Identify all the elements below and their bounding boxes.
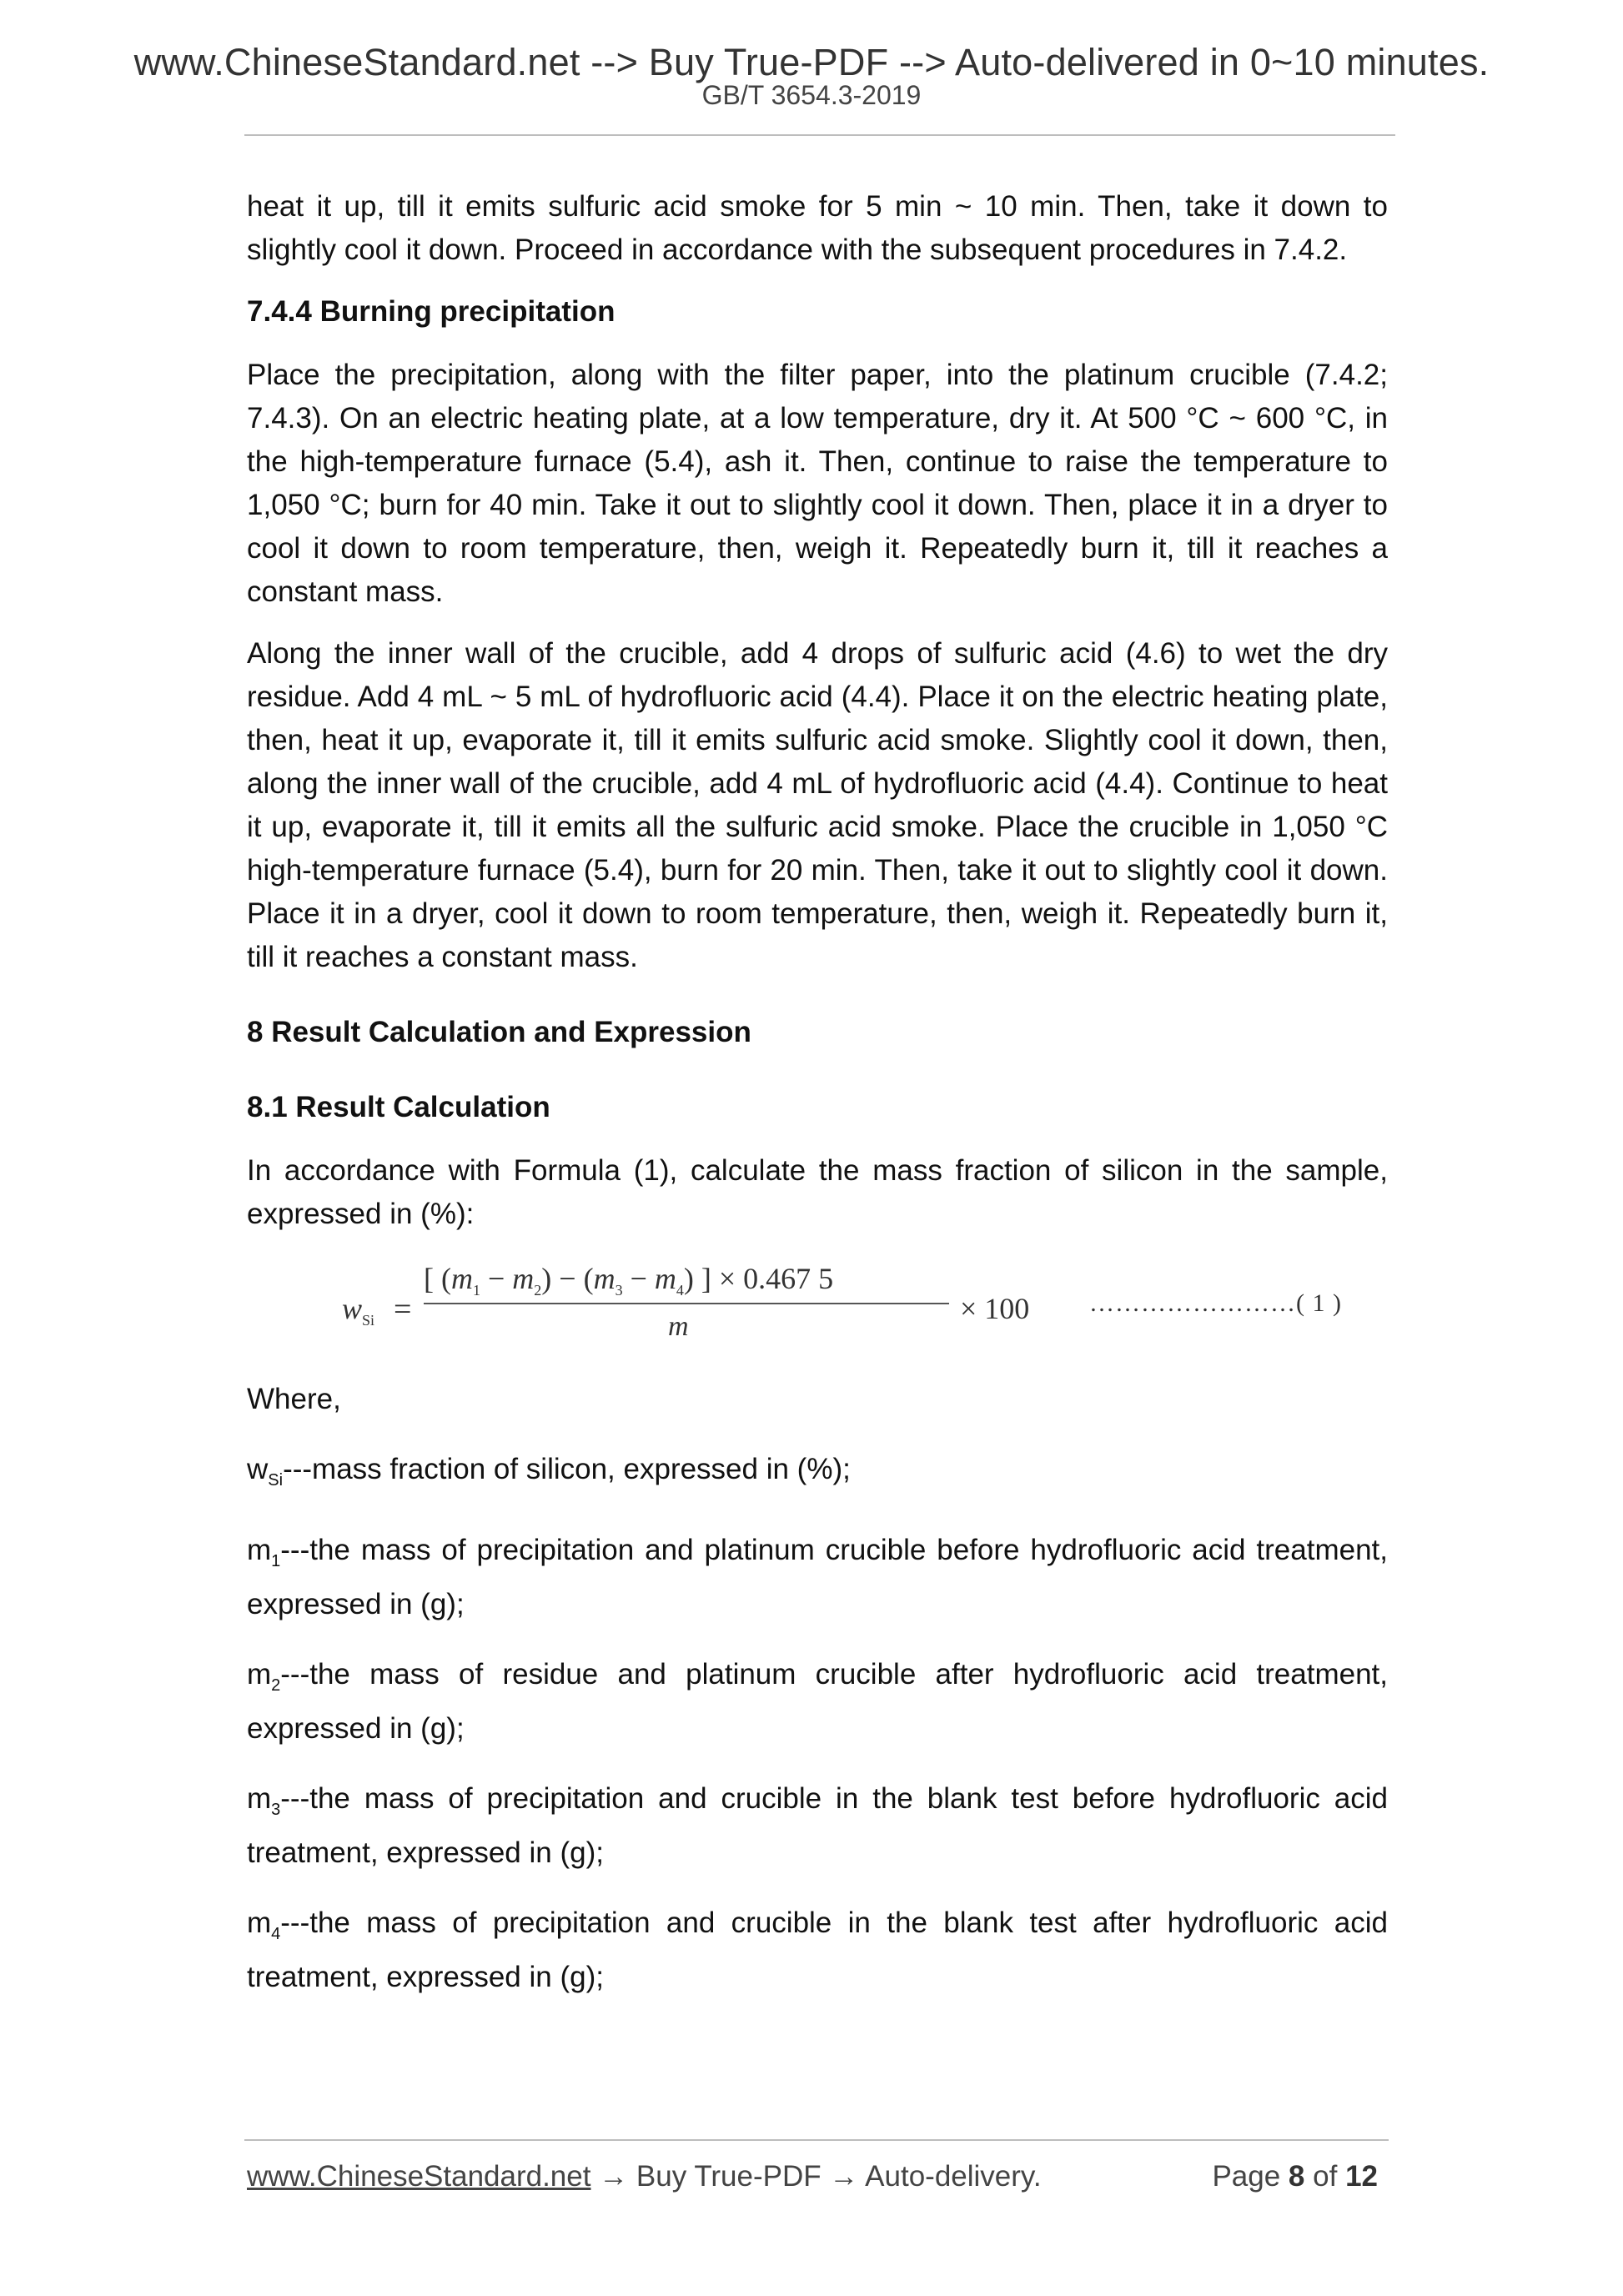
footer-left: [247, 2160, 1042, 2193]
page-footer: [247, 2160, 1388, 2202]
page-number: Page 8 of 12: [1212, 2160, 1378, 2193]
standard-code: GB/T 3654.3-2019: [701, 80, 922, 110]
variable-m1: $m_1--$-the mass of precipitation and platinum crucible before hydrofluoric acid treatment, expressed in (g);: [247, 1534, 1388, 1620]
formula-1: [247, 1261, 1388, 1353]
where-label: Where,: [247, 1383, 341, 1415]
footer-site-link[interactable]: www.ChineseStandard.net: [247, 2160, 591, 2193]
formula-denominator: m: [668, 1311, 689, 1342]
formula-leader-and-number: ……………………( 1 ): [1089, 1289, 1342, 1317]
paragraph-burning-2: Along the inner wall of the crucible, add 4 drops of sulfuric acid (4.6) to wet the dry residue. Add 4 mL ~ 5 mL of hydrofluoric acid (4.4). Place it on the electric heating plate, then, heat it up, evaporate it, till it emits sulfuric acid smoke. Slightly cool it down, then, along the inner wall of the crucible, add 4 mL of hydrofluoric acid (4.4). Continue to heat it up, evaporate it, till it emits all the sulfuric acid smoke. Place the crucible in 1,050 °C high-temperature furnace (5.4), burn for 20 min. Then, take it out to slightly cool it down. Place it in a dryer, cool it down to room temperature, then, weigh it. Repeatedly burn it, till it reaches a constant mass.: [247, 637, 1388, 973]
variable-m2: $m_2--$-the mass of residue and platinum crucible after hydrofluoric acid treatment, expressed in (g);: [247, 1658, 1388, 1745]
section-heading-8: 8 Result Calculation and Expression: [247, 1016, 751, 1048]
paragraph-burning-1: Place the precipitation, along with the filter paper, into the platinum crucible (7.4.2; 7.4.3). On an electric heating plate, at a low temperature, dry it. At 500 °C ~ 600 °C, in the high-temperature furnace (5.4), ash it. Then, continue to raise the temperature to 1,050 °C; burn for 40 min. Take it out to slightly cool it down. Then, place it in a dryer to cool it down to room temperature, then, weigh it. Repeatedly burn it, till it reaches a constant mass.: [247, 359, 1388, 608]
section-heading-7-4-4: 7.4.4 Burning precipitation: [247, 295, 616, 328]
top-banner: www.ChineseStandard.net --> Buy True-PDF --> Auto-delivered in 0~10 minutes.: [133, 41, 1490, 83]
section-heading-8-1: 8.1 Result Calculation: [247, 1091, 550, 1123]
header-divider: [244, 134, 1395, 136]
formula-numerator: [ $(m_1 - m_2) - (m_3 - m_4)$ ] × 0.467 5: [424, 1262, 834, 1299]
footer-divider: [244, 2139, 1389, 2141]
paragraph-calculation: In accordance with Formula (1), calculate the mass fraction of silicon in the sample, expressed in (%):: [247, 1154, 1388, 1230]
variable-m4: $m_4--$-the mass of precipitation and crucible in the blank test after hydrofluoric acid treatment, expressed in (g);: [247, 1907, 1388, 1993]
footer-tagline: → Buy True-PDF → Auto-delivery.: [590, 2160, 1042, 2193]
formula-lhs: $w_{Si}$: [342, 1292, 375, 1329]
formula-times-100: × 100: [960, 1292, 1030, 1325]
paragraph-continued: heat it up, till it emits sulfuric acid smoke for 5 min ~ 10 min. Then, take it down to slightly cool it down. Proceed in accordance with the subsequent procedures in 7.4.2.: [247, 190, 1388, 266]
formula-fraction-bar: [424, 1303, 949, 1304]
variable-m3: $m_3--$-the mass of precipitation and crucible in the blank test before hydrofluoric acid treatment, expressed in (g);: [247, 1782, 1388, 1869]
page-content: [247, 185, 1388, 1999]
variable-w-si: $w_{Si}--$-mass fraction of silicon, expressed in (%);: [247, 1453, 851, 1490]
formula-equals: =: [394, 1292, 412, 1327]
